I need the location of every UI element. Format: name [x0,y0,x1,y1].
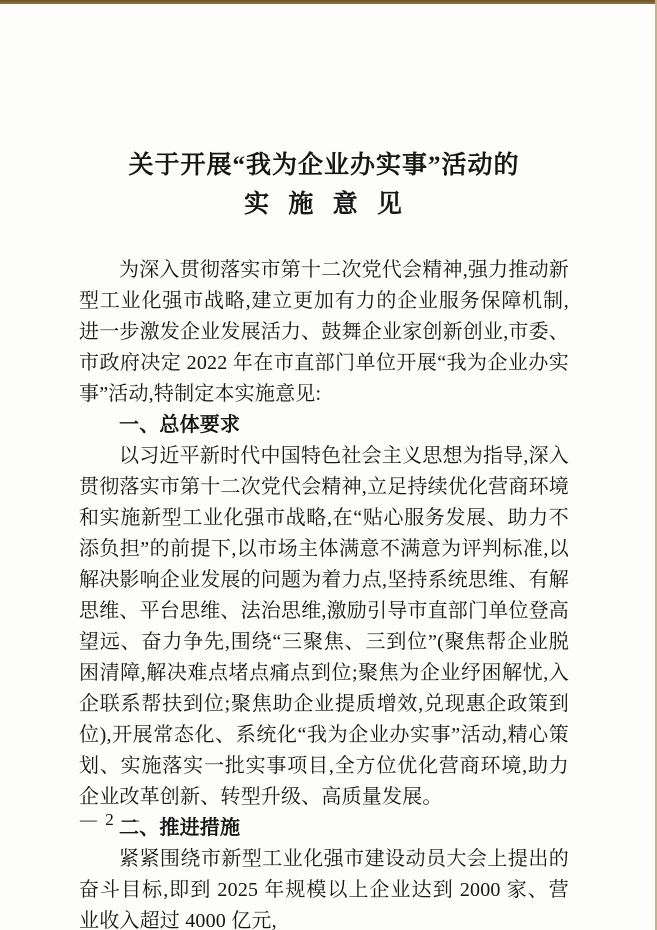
document-content [79,146,569,930]
document-title-line-2: 实 施 意 见 [244,191,404,218]
section-heading-promotion-measures: 二、推进措施 [119,817,241,839]
document-title [79,146,569,224]
document-body [79,255,569,930]
page-number: — 2 — [80,810,141,829]
paragraph-overall-requirements: 以习近平新时代中国特色社会主义思想为指导,深入贯彻落实市第十二次党代会精神,立足持续优化营商环境和实施新型工业化强市战略,在“贴心服务发展、助力不添负担”的前提下,以市场主体满意不满意为评判标准,以解决影响企业发展的问题为着力点,坚持系统思维、有解思维、平台思维、法治思维,激励引导市直部门单位登高望远、奋力争先,围绕“三聚焦、三到位”(聚焦帮企业脱困清障,解决难点堵点痛点到位;聚焦为企业纾困解忧,入企联系帮扶到位;聚焦助企业提质增效,兑现惠企政策到位),开展常态化、系统化“我为企业办实事”活动,精心策划、实施落实一批实事项目,全方位优化营商环境,助力企业改革创新、转型升级、高质量发展。 [79,445,569,808]
section-heading-overall-requirements: 一、总体要求 [119,414,241,436]
paragraph-intro: 为深入贯彻落实市第十二次党代会精神,强力推动新型工业化强市战略,建立更加有力的企业服务保障机制,进一步激发企业发展活力、鼓舞企业家创新创业,市委、市政府决定 2022 年在市直部门单位开展“我为企业办实事”活动,特制定本实施意见: [79,259,569,405]
paragraph-promotion-measures: 紧紧围绕市新型工业化强市建设动员大会上提出的奋斗目标,即到 2025 年规模以上企业达到 2000 家、营业收入超过 4000 亿元, [79,848,569,930]
document-title-line-1: 关于开展“我为企业办实事”活动的 [128,152,520,179]
page-top-edge [0,0,657,4]
